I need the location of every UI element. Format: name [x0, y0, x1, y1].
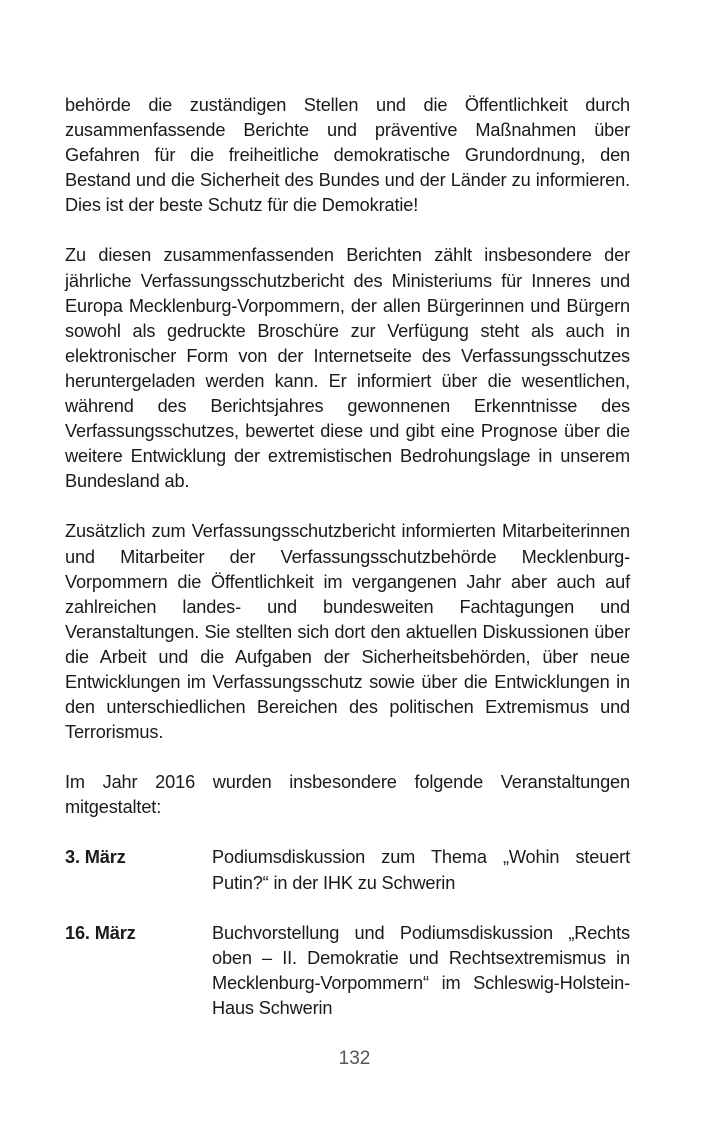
paragraph-events-2016: Im Jahr 2016 wurden insbesondere folgende Veranstaltungen mitgestaltet:: [65, 772, 630, 818]
event-description: Podiumsdiskussion zum Thema „Wohin steuert Putin?“ in der IHK zu Schwerin: [212, 847, 630, 893]
paragraph-annual-report: Zu diesen zusammenfassenden Berichten zählt insbesondere der jährliche Verfassungsschutzbericht des Ministeriums für Inneres und Europa Mecklenburg-Vorpommern, der allen Bürgerinnen und Bürgern sowohl als gedruckte Broschüre zur Verfügung steht als auch in elektronischer Form von der Internetseite des Verfassungsschutzes heruntergeladen werden kann. Er informiert über die wesentlichen, während des Berichtsjahres gewonnenen Erkenntnisse des Verfassungsschutzes, bewertet diese und gibt eine Prognose über die weitere Entwicklung der extremistischen Bedrohungslage in unserem Bundesland ab.: [65, 245, 630, 492]
paragraph-events-info: Zusätzlich zum Verfassungsschutzbericht informierten Mitarbeiterinnen und Mitarbeiter der Verfassungsschutzbehörde Mecklenburg-Vorpommern die Öffentlichkeit im vergangenen Jahr aber auch auf zahlreichen landes- und bundesweiten Fachtagungen und Veranstaltungen. Sie stellten sich dort den aktuellen Diskussionen über die Arbeit und die Aufgaben der Sicherheitsbehörden, über neue Entwicklungen im Verfassungsschutz sowie über die Entwicklungen in den unterschiedlichen Bereichen des politischen Extremismus und Terrorismus.: [65, 521, 630, 743]
paragraph-intro: behörde die zuständigen Stellen und die Öffentlichkeit durch zusammenfassende Berichte und präventive Maßnahmen über Gefahren für die freiheitliche demokratische Grundordnung, den Bestand und die Sicherheit des Bundes und der Länder zu informieren. Dies ist der beste Schutz für die Demokratie!: [65, 95, 630, 216]
event-entry: [65, 921, 630, 1021]
page-number: 132: [338, 1048, 371, 1069]
page-body: [65, 93, 630, 1046]
event-description: Buchvorstellung und Podiumsdiskussion „Rechts oben – II. Demokratie und Rechtsextremismus in Mecklenburg-Vorpommern“ im Schleswig-Holstein-Haus Schwerin: [212, 922, 630, 1018]
event-date: 16. März: [65, 922, 136, 943]
event-date: 3. März: [65, 847, 126, 868]
event-entry: [65, 845, 630, 895]
